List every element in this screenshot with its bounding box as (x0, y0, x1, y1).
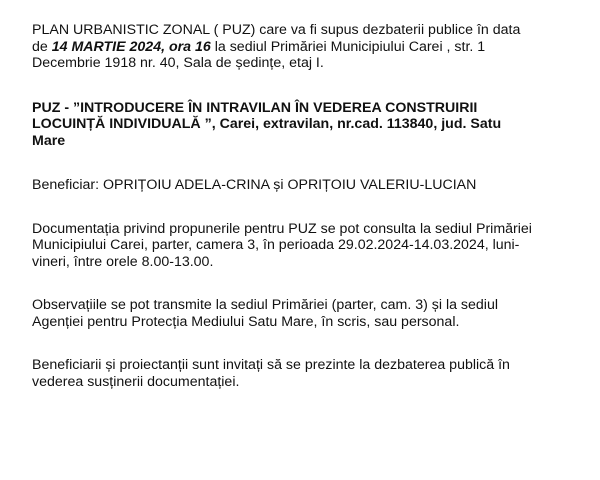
intro-line-3: Decembrie 1918 nr. 40, Sala de ședințe, etaj I. (32, 55, 324, 71)
documentation-line-3: vineri, între orele 8.00-13.00. (32, 253, 214, 270)
puz-title (32, 100, 580, 150)
observations-line-1: Observațiile se pot transmite la sediul Primăriei (parter, cam. 3) și la sediul (32, 297, 498, 313)
intro-line-1: PLAN URBANISTIC ZONAL ( PUZ) care va fi supus dezbaterii publice în data (32, 22, 521, 38)
intro-line-2 (32, 39, 580, 56)
puz-title-line-2: LOCUINȚĂ INDIVIDUALĂ ”, Carei, extravilan, nr.cad. 113840, jud. Satu (32, 116, 502, 132)
intro-paragraph (32, 22, 580, 72)
observations-paragraph (32, 297, 580, 330)
public-notice (32, 22, 580, 390)
invitation-line-1: Beneficiarii și proiectanții sunt invitați să se prezinte la dezbaterea publică în (32, 357, 510, 373)
beneficiary-line: Beneficiar: OPRIȚOIU ADELA-CRINA și OPRIȚOIU VALERIU-LUCIAN (32, 177, 477, 193)
documentation-line-2: Municipiului Carei, parter, camera 3, în perioada 29.02.2024-14.03.2024, luni- (32, 237, 520, 253)
intro-line-2-prefix: de (32, 38, 52, 55)
documentation-line-1: Documentația privind propunerile pentru PUZ se pot consulta la sediul Primăriei (32, 220, 532, 237)
puz-title-line-3: Mare (32, 132, 66, 149)
invitation-paragraph (32, 357, 580, 390)
invitation-line-2: vederea susținerii documentației. (32, 373, 240, 390)
debate-date: 14 MARTIE 2024, ora 16 (51, 38, 211, 55)
beneficiary-paragraph (32, 177, 580, 194)
puz-title-line-1: PUZ - ”INTRODUCERE ÎN INTRAVILAN ÎN VEDEREA CONSTRUIRII (32, 99, 478, 116)
intro-line-2-suffix: la sediul Primăriei Municipiului Carei , str. 1 (210, 38, 486, 55)
observations-line-2: Agenției pentru Protecția Mediului Satu Mare, în scris, sau personal. (32, 313, 460, 330)
documentation-paragraph (32, 221, 580, 271)
